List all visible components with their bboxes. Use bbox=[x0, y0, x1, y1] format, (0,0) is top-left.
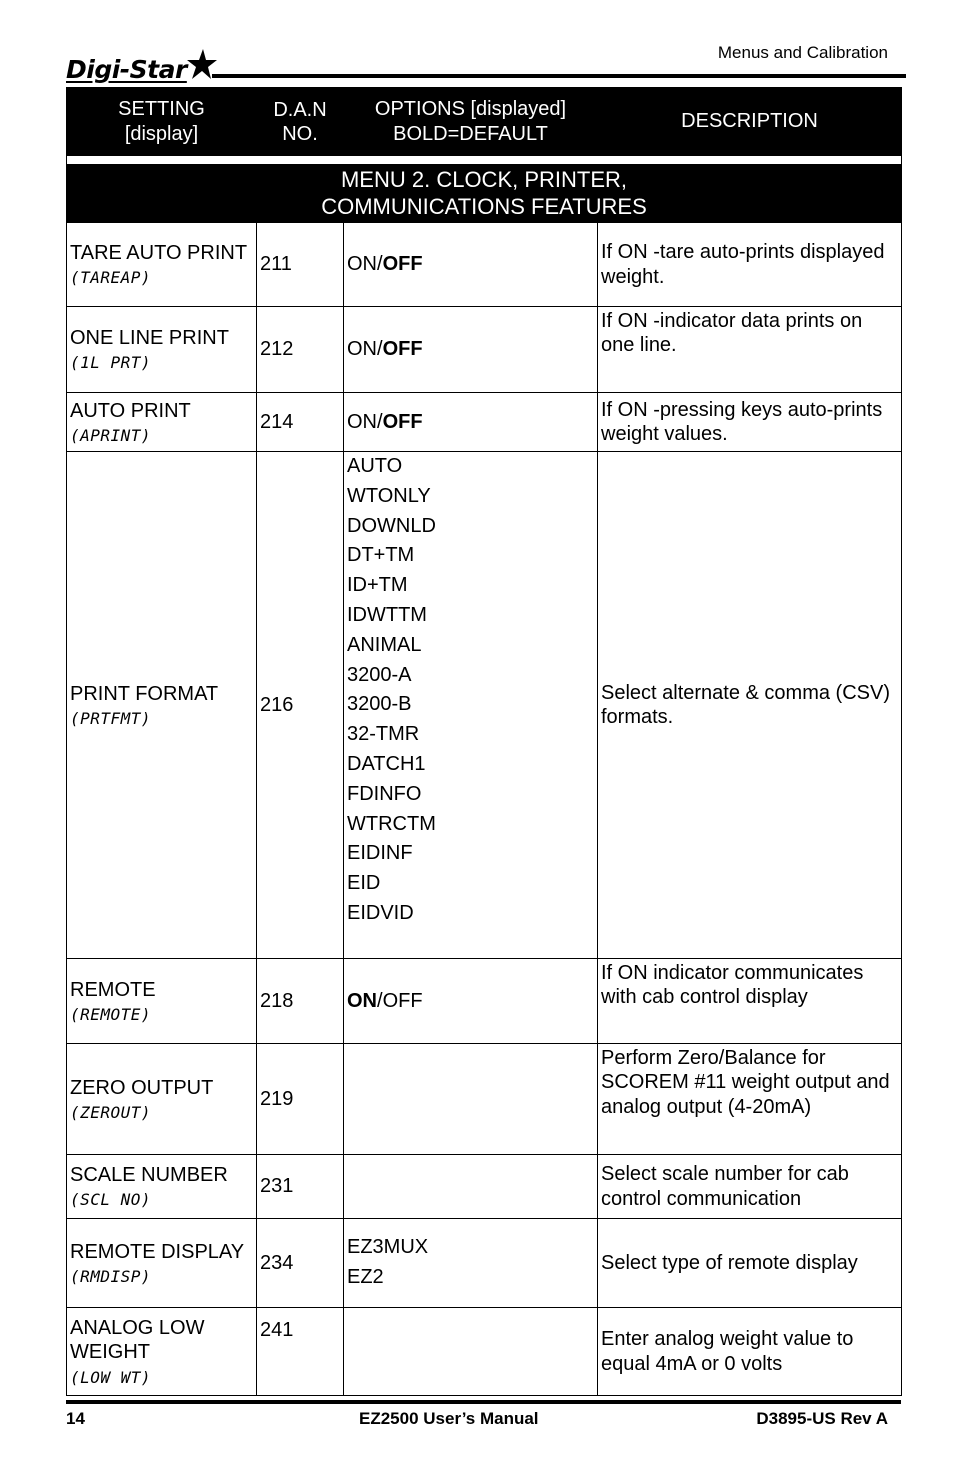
table-row bbox=[67, 307, 902, 393]
default-option: OFF bbox=[382, 338, 423, 361]
options-cell: ON/OFF bbox=[344, 223, 598, 307]
setting-cell: SCALE NUMBER (SCL NO) bbox=[67, 1155, 257, 1219]
table-row bbox=[67, 393, 902, 452]
display-code: (REMOTE) bbox=[70, 1004, 152, 1024]
manual-title: EZ2500 User’s Manual bbox=[359, 1409, 539, 1428]
option-item: EIDINF bbox=[347, 842, 413, 865]
description-cell: Enter analog weight value to equal 4mA or 0 volts bbox=[598, 1308, 902, 1396]
dan-cell: 241 bbox=[257, 1308, 344, 1396]
logo-text: Digi-Star bbox=[66, 55, 187, 84]
page-number: 14 bbox=[66, 1409, 85, 1428]
option-item: ID+TM bbox=[347, 574, 408, 597]
col-header-dan: D.A.N NO. bbox=[257, 88, 344, 156]
options-cell bbox=[344, 452, 598, 959]
option-item: 32-TMR bbox=[347, 723, 420, 746]
option-item: FDINFO bbox=[347, 782, 422, 805]
description-cell: Select alternate & comma (CSV) formats. bbox=[598, 452, 902, 959]
display-code: (LOW WT) bbox=[70, 1367, 152, 1387]
setting-cell: REMOTE DISPLAY (RMDISP) bbox=[67, 1219, 257, 1308]
description-cell: If ON indicator communicates with cab control display bbox=[598, 959, 902, 1044]
col-header-options: OPTIONS [displayed] BOLD=DEFAULT bbox=[344, 88, 598, 156]
setting-cell: PRINT FORMAT (PRTFMT) bbox=[67, 452, 257, 959]
dan-cell: 216 bbox=[257, 452, 344, 959]
options-cell: ON/OFF bbox=[344, 393, 598, 452]
option-item: IDWTTM bbox=[347, 603, 427, 626]
default-option: OFF bbox=[382, 253, 423, 276]
option-item: WTONLY bbox=[347, 484, 431, 507]
options-cell bbox=[344, 1155, 598, 1219]
description-cell: If ON -indicator data prints on one line. bbox=[598, 307, 902, 393]
document-id: D3895-US Rev A bbox=[756, 1409, 888, 1428]
option-item: ANIMAL bbox=[347, 633, 422, 656]
options-cell bbox=[344, 1044, 598, 1155]
setting-cell: ONE LINE PRINT (1L PRT) bbox=[67, 307, 257, 393]
options-cell: ON/OFF bbox=[344, 959, 598, 1044]
dan-cell: 211 bbox=[257, 223, 344, 307]
option-item: WTRCTM bbox=[347, 812, 436, 835]
option-list bbox=[347, 1233, 594, 1293]
default-option: ON bbox=[347, 989, 377, 1012]
description-cell: Select scale number for cab control communication bbox=[598, 1155, 902, 1219]
options-cell bbox=[344, 1219, 598, 1308]
table-spacer bbox=[67, 156, 902, 165]
option-item: EIDVID bbox=[347, 901, 414, 924]
display-code: (TAREAP) bbox=[70, 268, 152, 288]
digi-star-logo bbox=[66, 40, 217, 82]
option-item: DOWNLD bbox=[347, 514, 436, 537]
display-code: (PRTFMT) bbox=[70, 708, 152, 728]
table-row bbox=[67, 223, 902, 307]
dan-cell: 231 bbox=[257, 1155, 344, 1219]
option-item: 3200-B bbox=[347, 693, 412, 716]
table-row bbox=[67, 959, 902, 1044]
option-item: AUTO bbox=[347, 455, 403, 477]
default-option: OFF bbox=[382, 410, 423, 433]
section-title: Menus and Calibration bbox=[717, 43, 888, 62]
footer-rule bbox=[66, 1400, 901, 1404]
settings-table bbox=[66, 87, 902, 1396]
setting-cell: ANALOG LOW WEIGHT (LOW WT) bbox=[67, 1308, 257, 1396]
setting-cell: AUTO PRINT (APRINT) bbox=[67, 393, 257, 452]
table-row bbox=[67, 1219, 902, 1308]
dan-cell: 218 bbox=[257, 959, 344, 1044]
table-row bbox=[67, 452, 902, 959]
dan-cell: 214 bbox=[257, 393, 344, 452]
table-row bbox=[67, 1308, 902, 1396]
dan-cell: 234 bbox=[257, 1219, 344, 1308]
table-row bbox=[67, 1155, 902, 1219]
option-list bbox=[347, 452, 594, 929]
setting-cell: REMOTE (REMOTE) bbox=[67, 959, 257, 1044]
description-cell: Select type of remote display bbox=[598, 1219, 902, 1308]
option-item: EID bbox=[347, 872, 381, 895]
col-header-setting: SETTING [display] bbox=[67, 88, 257, 156]
display-code: (RMDISP) bbox=[70, 1266, 152, 1286]
display-code: (ZEROUT) bbox=[70, 1102, 152, 1122]
table-header-row bbox=[67, 88, 902, 156]
option-item: EZ2 bbox=[347, 1266, 384, 1288]
menu-banner-row bbox=[67, 165, 902, 223]
option-item: EZ3MUX bbox=[347, 1236, 429, 1259]
description-cell: If ON -tare auto-prints displayed weight. bbox=[598, 223, 902, 307]
description-cell: If ON -pressing keys auto-prints weight values. bbox=[598, 393, 902, 452]
options-cell: ON/OFF bbox=[344, 307, 598, 393]
option-item: DT+TM bbox=[347, 544, 415, 567]
option-item: 3200-A bbox=[347, 663, 412, 686]
display-code: (APRINT) bbox=[70, 425, 152, 445]
header-rule bbox=[212, 74, 906, 78]
display-code: (SCL NO) bbox=[70, 1190, 152, 1210]
col-header-description: DESCRIPTION bbox=[598, 88, 902, 156]
setting-cell: ZERO OUTPUT (ZEROUT) bbox=[67, 1044, 257, 1155]
menu-title: MENU 2. CLOCK, PRINTER, COMMUNICATIONS FEATURES bbox=[67, 165, 902, 223]
dan-cell: 219 bbox=[257, 1044, 344, 1155]
option-item: DATCH1 bbox=[347, 752, 426, 775]
description-cell: Perform Zero/Balance for SCOREM #11 weight output and analog output (4-20mA) bbox=[598, 1044, 902, 1155]
options-cell bbox=[344, 1308, 598, 1396]
display-code: (1L PRT) bbox=[70, 353, 152, 373]
setting-cell: TARE AUTO PRINT (TAREAP) bbox=[67, 223, 257, 307]
table-row bbox=[67, 1044, 902, 1155]
dan-cell: 212 bbox=[257, 307, 344, 393]
